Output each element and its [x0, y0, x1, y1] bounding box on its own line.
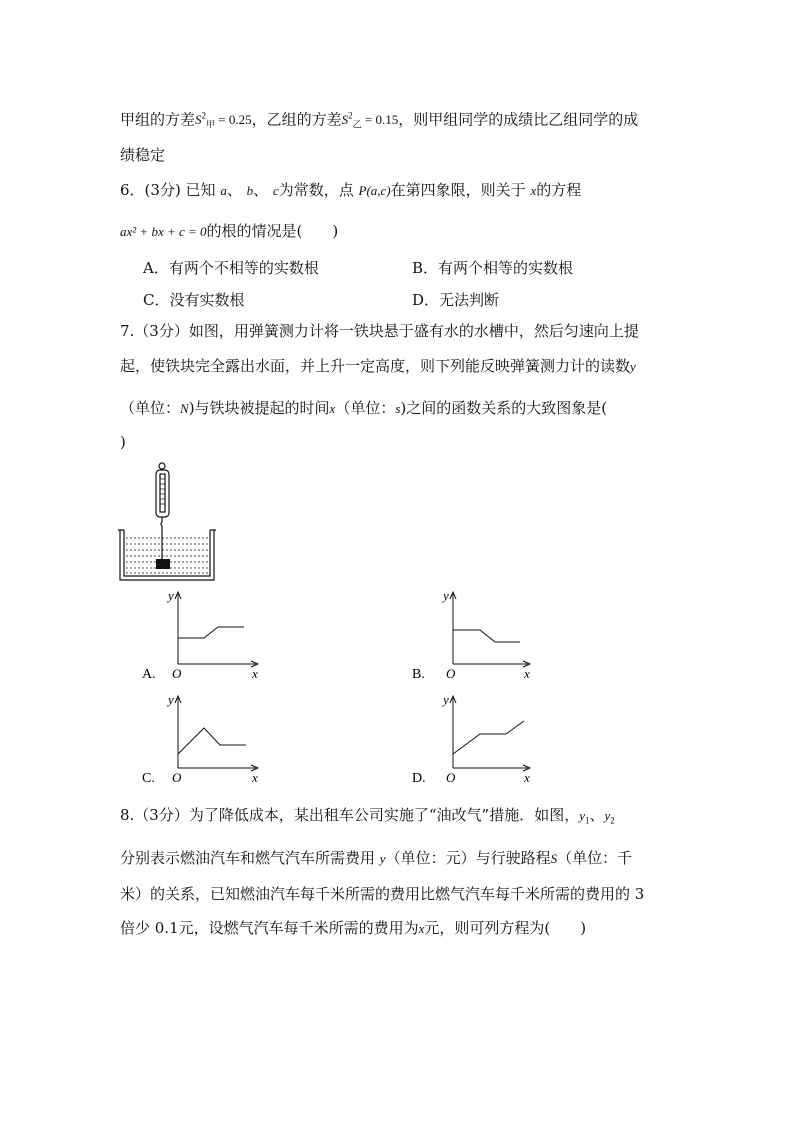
graph-b-curve — [453, 630, 520, 642]
variance-jia-sub: 甲 — [206, 119, 216, 130]
q7-unit-s: s — [395, 401, 401, 416]
graph-c[interactable] — [136, 690, 266, 790]
graph-c-y-label: y — [168, 692, 174, 707]
q8-var-s: S — [550, 851, 558, 866]
q7-stem-line-3 — [120, 398, 607, 419]
q8-var-x: x — [418, 921, 425, 936]
q8-stem-line-2 — [120, 848, 632, 869]
graph-b-origin: O — [446, 666, 456, 681]
q5-text-b: ，乙组的方差 — [251, 110, 342, 129]
q8-y2-sub: 2 — [610, 815, 615, 826]
variance-yi-value: = 0.15 — [361, 112, 399, 128]
graph-d-option-label: D. — [412, 771, 426, 786]
variance-yi-symbol: S — [341, 112, 349, 128]
q8-text-c: （单位：元）与行驶路程 — [385, 849, 551, 867]
q6-equation: ax² + bx + c = 0 — [120, 224, 207, 239]
q7-stem-line-4: ) — [120, 433, 126, 451]
spring-scale-tank-figure — [118, 462, 218, 582]
scale-ring — [159, 463, 165, 469]
q7-var-y: y — [630, 359, 636, 374]
graph-b-option-label: B. — [412, 667, 425, 682]
q8-text-b: 分别表示燃油汽车和燃气汽车所需费用 — [120, 849, 376, 867]
q6-stem-line-2 — [120, 221, 338, 242]
graph-a[interactable] — [136, 586, 266, 686]
graph-c-option-label: C. — [142, 771, 155, 786]
graph-a-origin: O — [172, 666, 182, 681]
q6-option-a[interactable]: A．有两个不相等的实数根 — [143, 259, 319, 277]
graph-d-x-label: x — [524, 770, 530, 785]
q8-var-y: y — [379, 851, 386, 866]
q5-line-2: 绩稳定 — [120, 146, 166, 164]
q7-text-c: )与铁块被提起的时间 — [188, 399, 330, 417]
graph-d[interactable] — [408, 690, 538, 790]
q5-text-a: 甲组的方差 — [120, 110, 196, 129]
q8-y1 — [579, 808, 590, 826]
graph-b-x-label: x — [524, 666, 530, 681]
q6-sep-2: 、 — [253, 181, 269, 199]
q8-sep: 、 — [589, 806, 605, 824]
q8-text-e: 倍少 0.1元，设燃气汽车每千米所需的费用为 — [120, 919, 419, 937]
variance-yi-sup: 2 — [348, 111, 353, 121]
variance-jia-symbol: S — [195, 112, 202, 128]
iron-block — [156, 559, 170, 569]
q6-option-b[interactable]: B．有两个相等的实数根 — [412, 259, 574, 277]
variance-yi-sub: 乙 — [352, 119, 362, 130]
variance-jia-sup: 2 — [201, 111, 207, 121]
q5-text-c: ，则甲组同学的成绩比乙组同学的成 — [398, 110, 639, 129]
q7-text-e: )之间的函数关系的大致图象是( — [400, 399, 608, 417]
graph-a-curve — [178, 627, 244, 638]
q8-stem-line-1 — [120, 805, 615, 831]
graph-a-option-label: A. — [142, 667, 156, 682]
q8-text-d: （单位：千 — [557, 849, 633, 867]
q6-var-x: x — [530, 183, 537, 198]
q6-var-c: c — [272, 183, 279, 198]
graph-c-x-label: x — [252, 770, 258, 785]
q6-option-c[interactable]: C．没有实数根 — [143, 291, 245, 309]
q6-var-a: a — [220, 183, 227, 198]
graph-a-x-label: x — [252, 666, 258, 681]
q7-stem-line-2 — [120, 356, 636, 377]
q6-stem-line-1 — [120, 180, 581, 201]
graph-b[interactable] — [408, 586, 538, 686]
graph-b-y-label: y — [443, 588, 449, 603]
graph-d-y-label: y — [443, 692, 449, 707]
graph-c-curve — [178, 728, 246, 754]
q8-y2 — [604, 808, 615, 826]
q8-text-f: 元，则可列方程为( ) — [424, 919, 587, 937]
q8-stem-line-4 — [120, 918, 586, 939]
q8-y1-sub: 1 — [584, 815, 590, 826]
q8-y2-symbol: y — [604, 808, 611, 823]
q7-stem-line-1: 7.（3分）如图，用弹簧测力计将一铁块悬于盛有水的水槽中，然后匀速向上提 — [120, 322, 639, 340]
graph-c-origin: O — [172, 770, 182, 785]
spring-scale-body — [156, 470, 169, 517]
water-tank — [118, 530, 216, 580]
q6-var-b: b — [246, 183, 254, 198]
q6-text-a: 6．(3分) 已知 — [120, 181, 216, 199]
variance-jia-value: = 0.25 — [215, 112, 252, 128]
q6-sep-1: 、 — [226, 181, 242, 199]
q6-text-d: 的方程 — [536, 181, 582, 199]
q6-option-d[interactable]: D．无法判断 — [412, 291, 500, 309]
q6-text-b: 为常数，点 — [278, 181, 354, 199]
q6-point: P(a,c) — [358, 183, 391, 198]
q7-text-a: 起，使铁块完全露出水面，并上升一定高度，则下列能反映弹簧测力计的读数 — [120, 357, 631, 375]
q7-var-x: x — [329, 401, 336, 416]
scale-hook — [161, 517, 162, 526]
q8-stem-line-3: 米）的关系，已知燃油汽车每千米所需的费用比燃气汽车每千米所需的费用的 3 — [120, 885, 645, 903]
variance-jia — [195, 111, 252, 130]
graph-d-curve — [453, 721, 524, 754]
graph-d-origin: O — [446, 770, 456, 785]
q7-text-d: （单位： — [335, 399, 396, 417]
variance-yi — [341, 111, 399, 130]
q8-y1-symbol: y — [579, 808, 585, 823]
graph-a-y-label: y — [168, 588, 174, 603]
q7-text-b: （单位： — [120, 399, 181, 417]
spring-scale-window — [160, 474, 165, 512]
q5-line-1 — [120, 106, 638, 135]
q6-text-c: 在第四象限，则关于 — [390, 181, 526, 199]
q8-text-a: 8.（3分）为了降低成本，某出租车公司实施了“油改气”措施．如图， — [120, 806, 580, 824]
q6-text-tail: 的根的情况是( ) — [206, 222, 339, 240]
q7-unit-n: N — [180, 401, 189, 416]
